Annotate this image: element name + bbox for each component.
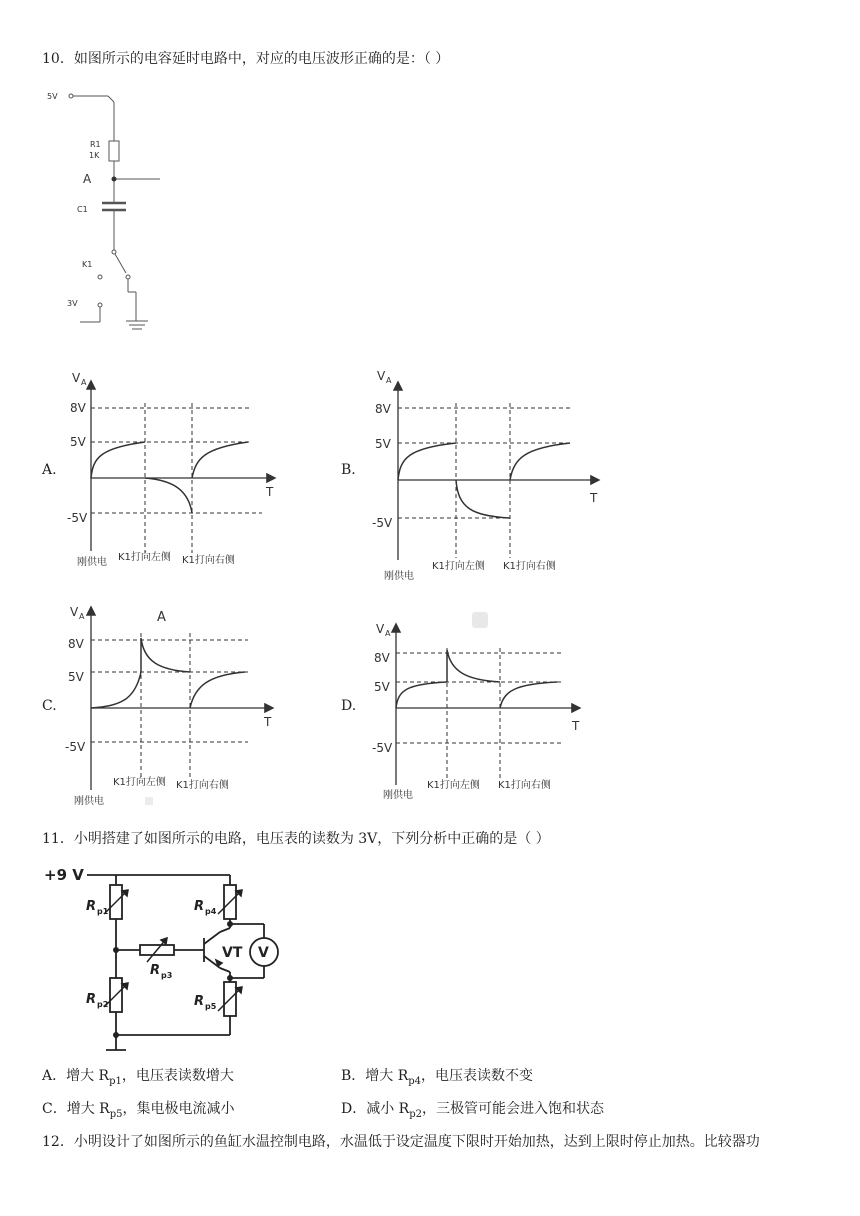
tick-5v: 5V [374, 680, 390, 694]
transistor-vt-label: VT [222, 945, 243, 961]
supply-9v-label: +9 V [44, 866, 84, 884]
marker-power-on: 刚供电 [384, 571, 414, 582]
tick-neg5v: -5V [372, 516, 393, 530]
q11-circuit-diagram [42, 860, 302, 1060]
marker-power-on: 刚供电 [74, 796, 104, 807]
option-b-letter: B. [341, 462, 356, 478]
tick-neg5v: -5V [372, 741, 393, 755]
marker-power-on: 刚供电 [77, 557, 107, 568]
marker-power-on: 刚供电 [383, 790, 413, 801]
rp4-label: R [194, 899, 205, 914]
y-axis-label: V [72, 371, 81, 385]
marker-k1-left: K1打向左侧 [118, 552, 171, 563]
node-a-label: A [83, 172, 92, 186]
question-10-stem: 10．如图所示的电容延时电路中，对应的电压波形正确的是：（ ） [42, 51, 450, 67]
marker-k1-right: K1打向右侧 [176, 780, 229, 791]
q11-option-b: B．增大 $R_{p4}$，电压表读数不变 [341, 1068, 534, 1087]
tick-8v: 8V [374, 651, 390, 665]
option-a-waveform [60, 368, 300, 580]
y-axis-sub: A [79, 612, 85, 621]
rp5-label: R [194, 994, 205, 1009]
option-d-letter: D. [341, 698, 357, 714]
y-axis-label: V [377, 369, 386, 383]
y-axis-sub: A [385, 629, 391, 638]
q10-circuit-diagram [40, 85, 180, 335]
tick-5v: 5V [375, 437, 391, 451]
q11-option-d: D．减小 $R_{p2}$，三极管可能会进入饱和状态 [341, 1101, 604, 1120]
rp2-sub: p2 [97, 1000, 109, 1009]
question-11-stem: 11．小明搭建了如图所示的电路，电压表的读数为 3V，下列分析中正确的是（ ） [42, 831, 550, 847]
marker-k1-right: K1打向右侧 [498, 780, 551, 791]
r1-value-label: 1K [89, 151, 100, 160]
option-c-waveform [60, 600, 300, 810]
y-axis-sub: A [386, 376, 392, 385]
y-axis-label: V [376, 622, 385, 636]
option-b-waveform [367, 368, 607, 583]
option-d-waveform [367, 610, 607, 810]
marker-k1-left: K1打向左侧 [432, 561, 485, 572]
x-axis-label: T [590, 491, 598, 505]
marker-k1-right: K1打向右侧 [182, 555, 235, 566]
rp1-sub: p1 [97, 907, 109, 916]
marker-k1-left: K1打向左侧 [113, 777, 166, 788]
supply-5v-label: 5V [47, 92, 58, 101]
y-axis-sub: A [81, 378, 87, 387]
tick-5v: 5V [70, 435, 86, 449]
r1-label: R1 [90, 140, 101, 149]
stray-a-label: A [157, 610, 166, 625]
c1-label: C1 [77, 205, 88, 214]
supply-3v-label: 3V [67, 299, 78, 308]
question-12-stem: 12．小明设计了如图所示的鱼缸水温控制电路，水温低于设定温度下限时开始加热，达到上限时停止加热。比较器功 [42, 1134, 760, 1150]
rp5-sub: p5 [205, 1002, 217, 1011]
tick-8v: 8V [375, 402, 391, 416]
rp2-label: R [86, 992, 97, 1007]
x-axis-label: T [266, 485, 274, 499]
option-a-letter: A. [42, 462, 57, 478]
scan-artifact [472, 612, 488, 628]
option-c-letter: C. [42, 698, 57, 714]
voltmeter-label: V [258, 945, 269, 961]
y-axis-label: V [70, 605, 79, 619]
x-axis-label: T [572, 719, 580, 733]
x-axis-label: T [264, 715, 272, 729]
tick-5v: 5V [68, 670, 84, 684]
marker-k1-left: K1打向左侧 [427, 780, 480, 791]
rp3-label: R [150, 963, 161, 978]
tick-8v: 8V [70, 401, 86, 415]
q11-option-c: C．增大 $R_{p5}$，集电极电流减小 [42, 1101, 235, 1120]
marker-k1-right: K1打向右侧 [503, 561, 556, 572]
rp4-sub: p4 [205, 907, 217, 916]
tick-neg5v: -5V [65, 740, 86, 754]
k1-label: K1 [82, 260, 93, 269]
rp1-label: R [86, 899, 97, 914]
tick-neg5v: -5V [67, 511, 88, 525]
rp3-sub: p3 [161, 971, 173, 980]
q11-option-a: A．增大 $R_{p1}$，电压表读数增大 [42, 1068, 234, 1087]
tick-8v: 8V [68, 637, 84, 651]
